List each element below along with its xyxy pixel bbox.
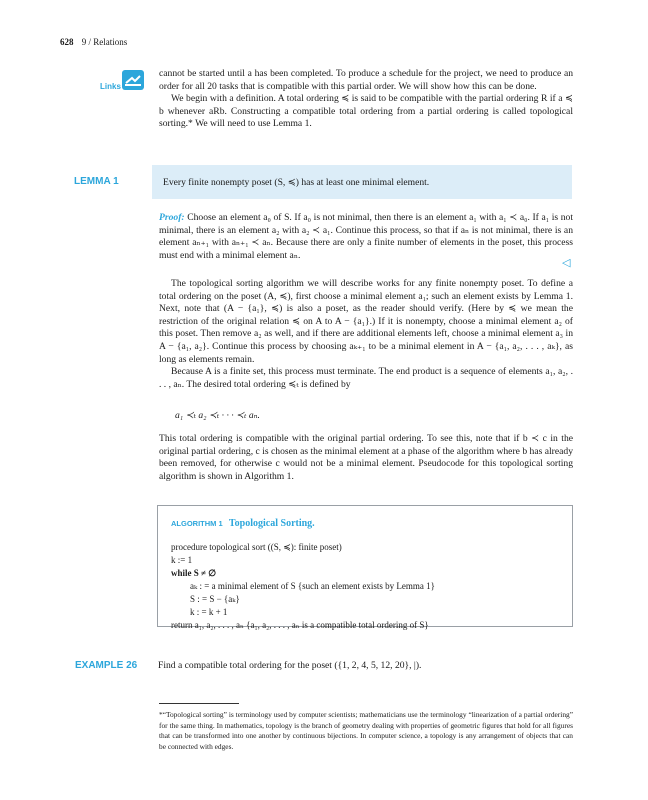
- lemma-statement: Every finite nonempty poset (S, ≼) has at least one minimal element.: [163, 177, 430, 188]
- algorithm-line: while S ≠ ∅: [171, 568, 217, 578]
- proof-section: [159, 212, 573, 262]
- running-title: 9 / Relations: [81, 37, 128, 47]
- example-label: EXAMPLE 26: [75, 660, 138, 671]
- links-label: Links: [100, 82, 121, 91]
- links-icon: [122, 70, 144, 90]
- main-section: [159, 278, 573, 391]
- main-section-2: [159, 433, 573, 483]
- footnote-divider: [159, 703, 239, 704]
- footnote: *“Topological sorting” is terminology used by computer scientists; mathematicians use the terminology “linearization of a partial ordering” for the same thing. In mathematics, topology is the branch of geometry dealing with properties of geometric figures that hold for all figures that can be transformed into one another by continuous bijections. In computer science, a topology is any arrangement of objects that can be connected with edges.: [159, 710, 573, 751]
- algorithm-line: k : = k + 1: [190, 607, 228, 617]
- intro-paragraph-1: cannot be started until a has been completed. To produce a schedule for the project, we need to produce an order for all 20 tasks that is compatible with this partial order. We will show how this can be done.: [159, 68, 573, 92]
- main-paragraph-3: This total ordering is compatible with the original partial ordering. To see this, note that if b ≺ c in the original partial ordering, c is chosen as the minimal element at a phase of the algorithm where b has already been removed, for otherwise c would not be a minimal element. Pseudocode for this topological sorting algorithm is shown in Algorithm 1.: [159, 433, 573, 482]
- algorithm-title: [171, 518, 315, 529]
- intro-section: [159, 68, 573, 131]
- algorithm-box: [157, 505, 573, 630]
- algorithm-line: k := 1: [171, 555, 193, 565]
- main-paragraph-2: Because A is a finite set, this process must terminate. The end product is a sequence of elements a₁, a₂, . . . , aₙ. The desired total ordering ≼ₜ is defined by: [159, 366, 573, 390]
- algorithm-name: Topological Sorting.: [228, 518, 315, 529]
- running-header: [60, 37, 127, 47]
- page-number: 628: [60, 37, 74, 47]
- intro-paragraph-2: We begin with a definition. A total ordering ≼ is said to be compatible with the partial ordering R if a ≼ b whenever aRb. Constructing a compatible total ordering from a partial ordering is called topological sorting.* We will need to use Lemma 1.: [159, 93, 573, 130]
- algorithm-line: procedure topological sort ((S, ≼): finite poset): [171, 542, 342, 552]
- proof-text: Choose an element a₀ of S. If a₀ is not minimal, then there is an element a₁ with a₁ ≺ a₀. If a₁ is not minimal, there is an element a₂ with a₂ ≺ a₁. Continue this process, so that if aₙ is not minimal, there is an element aₙ₊₁ with aₙ₊₁ ≺ aₙ. Because there are only a finite number of elements in the poset, this process must end with a minimal element aₙ.: [159, 212, 573, 261]
- proof-label: Proof:: [159, 212, 185, 223]
- algorithm-line: aₖ : = a minimal element of S {such an element exists by Lemma 1}: [190, 581, 435, 591]
- lemma-label: LEMMA 1: [74, 176, 119, 187]
- ordering-formula: a₁ ≺ₜ a₂ ≺ₜ · · · ≺ₜ aₙ.: [175, 410, 260, 421]
- qed-icon: ◁: [562, 257, 571, 269]
- algorithm-line: S : = S − {aₖ}: [190, 594, 240, 604]
- algorithm-line: return a₁, a₂, . . . , aₙ {a₁, a₂, . . . , aₙ is a compatible total ordering of S}: [171, 620, 429, 630]
- algorithm-number: ALGORITHM 1: [171, 519, 223, 528]
- links-marker[interactable]: [90, 66, 148, 90]
- main-paragraph-1: The topological sorting algorithm we will describe works for any finite nonempty poset. To define a total ordering on the poset (A, ≼), first choose a minimal element a₁; such an element exists by Lemma 1. Next, note that (A − {a₁}, ≼) is also a poset, as the reader should verify. (Here by ≼ we mean the restriction of the original relation ≼ on A to A − {a₁}.) If it is nonempty, choose a minimal element a₂ of this poset. Then remove a₂ as well, and if there are additional elements left, choose a minimal element a₃ in A − {a₁, a₂}. Continue this process by choosing aₖ₊₁ to be a minimal element in A − {a₁, a₂, . . . , aₖ}, as long as elements remain.: [159, 278, 573, 365]
- example-text: Find a compatible total ordering for the poset ({1, 2, 4, 5, 12, 20}, |).: [158, 660, 422, 671]
